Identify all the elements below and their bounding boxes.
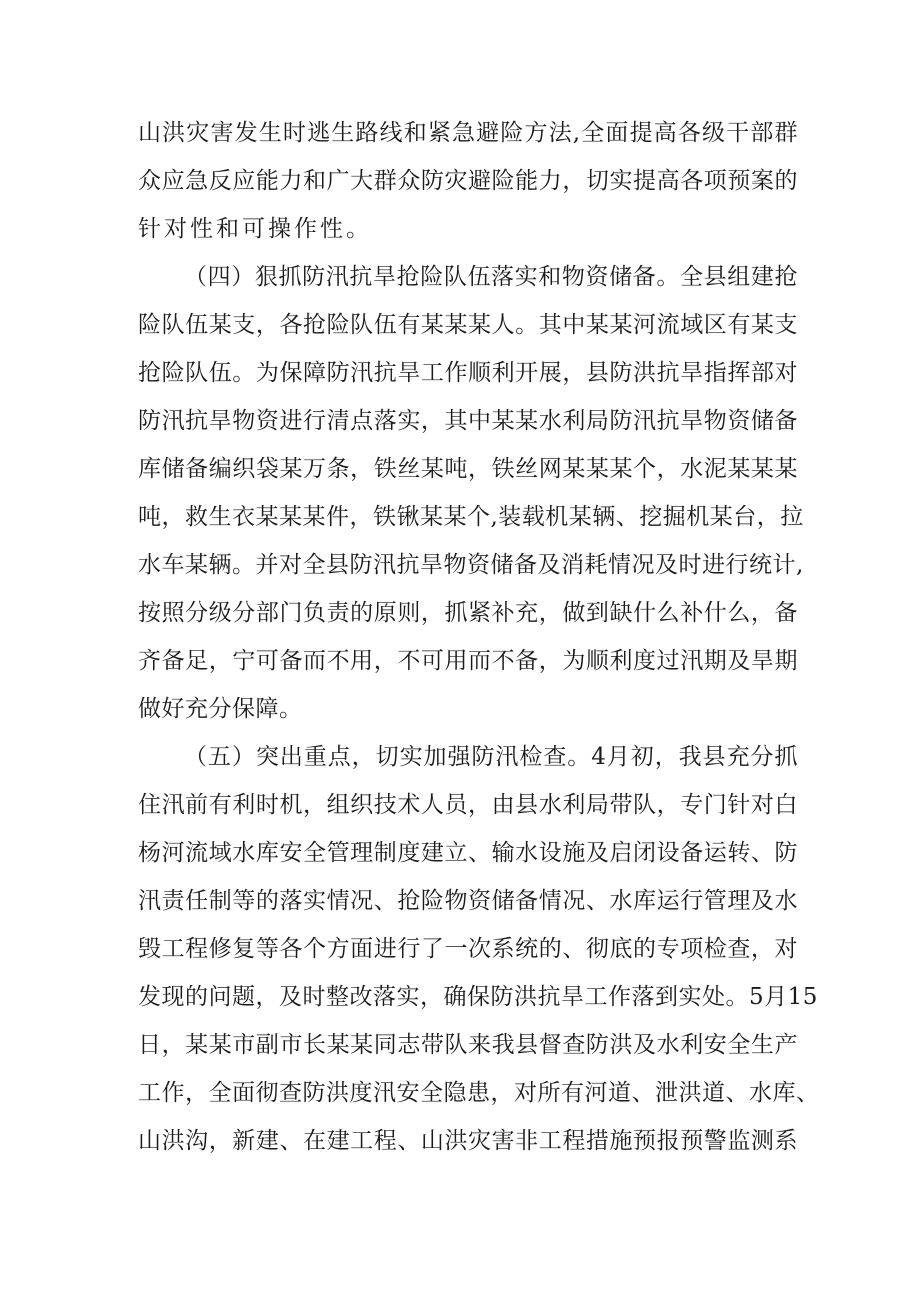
text-line: 住汛前有利时机，组织技术人员，由县水利局带队，专门针对白 [138,792,798,818]
text-line: 险队伍某支，各抢险队伍有某某某人。其中某某河流域区有某支 [138,312,798,338]
text-line: 防汛抗旱物资进行清点落实，其中某某水利局防汛抗旱物资储备 [138,408,798,434]
text-line: 山洪沟，新建、在建工程、山洪灾害非工程措施预报预警监测系 [138,1128,798,1154]
text-line: 众应急反应能力和广大群众防灾避险能力，切实提高各项预案的 [138,168,798,194]
text-line: 库储备编织袋某万条，铁丝某吨，铁丝网某某某个，水泥某某某 [138,456,798,482]
text-line: 齐备足，宁可备而不用，不可用而不备，为顺利度过汛期及旱期 [138,648,798,674]
text-line: 发现的问题，及时整改落实，确保防洪抗旱工作落到实处。5月15 [138,984,818,1010]
text-line: 吨，救生衣某某某件，铁锹某某个,装载机某辆、挖掘机某台，拉 [138,504,804,530]
text-line: 水车某辆。并对全县防汛抗旱物资储备及消耗情况及时进行统计, [138,552,804,578]
text-line: 工作，全面彻查防洪度汛安全隐患，对所有河道、泄洪道、水库、 [138,1080,820,1106]
text-line: 杨河流域水库安全管理制度建立、输水设施及启闭设备运转、防 [138,840,798,866]
text-line: 汛责任制等的落实情况、抢险物资储备情况、水库运行管理及水 [138,888,798,914]
paragraph-heading-line: （四）狠抓防汛抗旱抢险队伍落实和物资储备。全县组建抢 [184,264,798,290]
text-line: 山洪灾害发生时逃生路线和紧急避险方法,全面提高各级干部群 [138,120,798,146]
paragraph-heading-line: （五）突出重点，切实加强防汛检查。4月初，我县充分抓 [184,744,798,770]
text-line: 按照分级分部门负责的原则，抓紧补充，做到缺什么补什么，备 [138,600,798,626]
text-line: 做好充分保障。 [138,696,303,722]
text-line: 针对性和可操作性。 [138,216,372,242]
text-line: 抢险队伍。为保障防汛抗旱工作顺利开展，县防洪抗旱指挥部对 [138,360,798,386]
text-line: 日，某某市副市长某某同志带队来我县督查防洪及水利安全生产 [138,1032,798,1058]
text-line: 毁工程修复等各个方面进行了一次系统的、彻底的专项检查，对 [138,936,798,962]
